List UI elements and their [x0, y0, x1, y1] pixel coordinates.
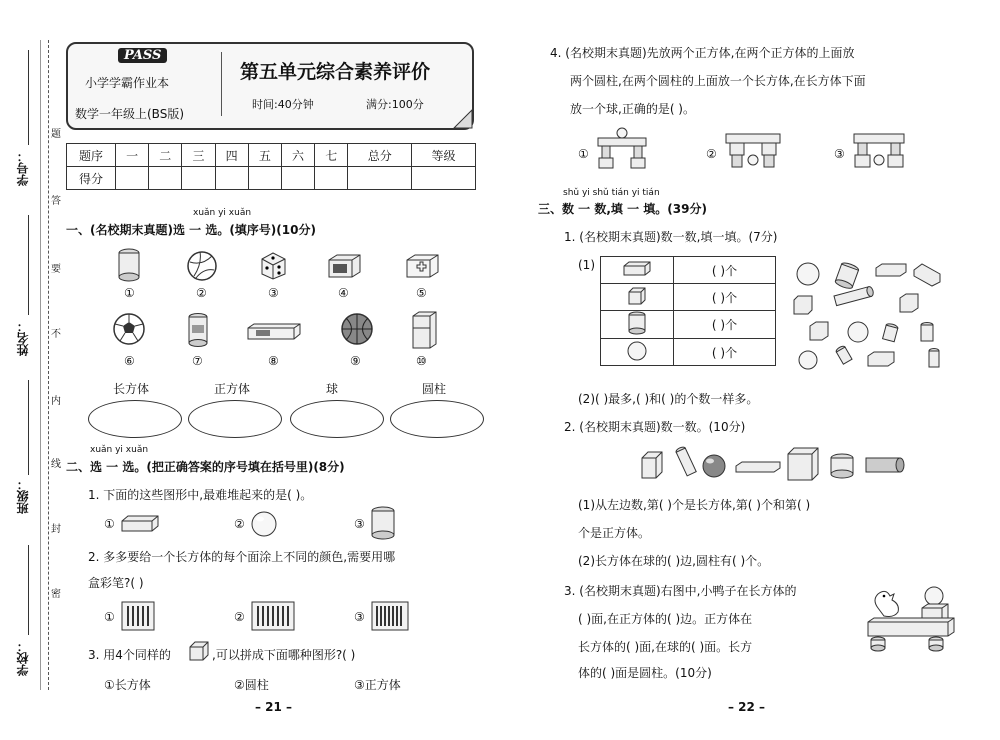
section1-title: 一、(名校期末真题)选 一 选。(填序号)(10分): [66, 223, 316, 237]
count-shape-cell: [601, 339, 674, 366]
duck-scene-icon: [864, 580, 960, 654]
item-number: ⑤: [416, 286, 427, 300]
count-shape-cell: [601, 257, 674, 284]
cube-icon: [627, 286, 647, 306]
exam-time: 时间:40分钟: [252, 98, 314, 111]
sphere-icon: [626, 340, 648, 362]
item-number: ③: [268, 286, 279, 300]
item-number: ⑧: [268, 354, 279, 368]
option-label[interactable]: ①: [578, 147, 589, 161]
score-cell: 五: [248, 144, 281, 167]
option-label[interactable]: ①长方体: [104, 678, 151, 692]
question-3-2-a: (1)从左边数,第( )个是长方体,第( )个和第( ): [578, 498, 811, 512]
question-4-line3: 放一个球,正确的是( )。: [570, 102, 695, 116]
question-3-2-b: 个是正方体。: [578, 526, 651, 540]
scattered-solids-icon: [790, 256, 950, 376]
count-answer-cell[interactable]: ( )个: [674, 311, 776, 339]
solids-row-icon: [638, 444, 908, 484]
count-row: [601, 339, 776, 366]
question-3-1-sub1: (1): [578, 258, 595, 272]
score-input[interactable]: [182, 167, 215, 190]
count-answer-cell[interactable]: ( )个: [674, 284, 776, 311]
stack-option-2-icon: [722, 130, 784, 170]
option-label[interactable]: ③: [354, 517, 365, 531]
crayon-box-icon: [370, 598, 410, 632]
count-shape-cell: [601, 311, 674, 339]
count-table: [600, 256, 776, 366]
cube-icon: [188, 640, 210, 662]
first-aid-box-icon: [404, 252, 440, 280]
cuboid-icon: [120, 514, 160, 534]
question-3-1-title: 1. (名校期末真题)数一数,填一填。(7分): [564, 230, 778, 244]
score-cell: 三: [182, 144, 215, 167]
option-label[interactable]: ②: [234, 517, 245, 531]
score-cell: 七: [315, 144, 348, 167]
count-row: [601, 284, 776, 311]
pass-logo: PASS: [118, 48, 167, 63]
score-input[interactable]: [315, 167, 348, 190]
cylinder-icon: [627, 311, 647, 335]
score-input[interactable]: [116, 167, 149, 190]
binding-char: 答: [51, 196, 61, 207]
microwave-icon: [326, 252, 362, 280]
count-answer-cell[interactable]: ( )个: [674, 257, 776, 284]
question-3-2-title: 2. (名校期末真题)数一数。(10分): [564, 420, 746, 434]
score-cell: 二: [149, 144, 182, 167]
answer-ellipse-cube[interactable]: [188, 400, 282, 438]
crayon-box-icon: [120, 598, 156, 632]
option-label[interactable]: ①: [104, 610, 115, 624]
score-cell: 四: [215, 144, 248, 167]
score-cell: 等级: [412, 144, 476, 167]
question-3-3-line4: 体的( )面是圆柱。(10分): [578, 666, 712, 680]
student-id-field[interactable]: [28, 50, 29, 145]
crayon-box-icon: [250, 598, 296, 632]
school-label: 学校：: [16, 640, 30, 676]
score-cell: 总分: [348, 144, 412, 167]
item-number: ⑨: [350, 354, 361, 368]
page-title: 第五单元综合素养评价: [240, 61, 431, 83]
basketball-icon: [340, 312, 374, 346]
option-label[interactable]: ②: [706, 147, 717, 161]
count-row: [601, 311, 776, 339]
score-input[interactable]: [348, 167, 412, 190]
score-cell: 六: [281, 144, 314, 167]
series-name: 小学学霸作业本: [85, 76, 170, 90]
section2-pinyin: xuǎn yi xuǎn: [90, 445, 149, 455]
name-label: 姓名：: [16, 320, 30, 356]
item-number: ④: [338, 286, 349, 300]
option-label[interactable]: ③: [834, 147, 845, 161]
score-table-score-row: [67, 167, 476, 190]
header-divider: [221, 52, 222, 116]
stack-option-3-icon: [850, 130, 908, 170]
cuboid-icon: [622, 260, 652, 278]
volleyball-icon: [186, 250, 218, 282]
page-number-right: – 22 –: [728, 700, 766, 714]
answer-ellipse-sphere[interactable]: [290, 400, 384, 438]
count-answer-cell[interactable]: ( )个: [674, 339, 776, 366]
item-number: ⑩: [416, 354, 427, 368]
item-number: ⑦: [192, 354, 203, 368]
score-input[interactable]: [149, 167, 182, 190]
category-label-cuboid: 长方体: [113, 382, 150, 396]
refrigerator-icon: [410, 310, 438, 350]
binding-char: 内: [51, 396, 61, 407]
option-label[interactable]: ③正方体: [354, 678, 401, 692]
answer-ellipse-cuboid[interactable]: [88, 400, 182, 438]
question-2-1: 1. 下面的这些图形中,最难堆起来的是( )。: [88, 488, 313, 502]
item-number: ②: [196, 286, 207, 300]
page-number-left: – 21 –: [255, 700, 293, 714]
class-label: 班级：: [16, 478, 30, 514]
name-field[interactable]: [28, 215, 29, 315]
question-3-3-line3: 长方体的( )面,在球的( )面。长方: [578, 640, 753, 654]
soccer-ball-icon: [112, 312, 146, 346]
binding-char: 题: [51, 129, 61, 140]
question-3-2-c: (2)长方体在球的( )边,圆柱有( )个。: [578, 554, 770, 568]
binding-line: [48, 40, 49, 690]
question-2-3-pre: 3. 用4个同样的: [88, 648, 171, 662]
count-shape-cell: [601, 284, 674, 311]
page-curl-icon: [452, 108, 474, 130]
section2-title: 二、选 一 选。(把正确答案的序号填在括号里)(8分): [66, 460, 345, 474]
option-label[interactable]: ②: [234, 610, 245, 624]
score-input[interactable]: [248, 167, 281, 190]
question-2-2-line1: 2. 多多要给一个长方体的每个面涂上不同的颜色,需要用哪: [88, 550, 396, 564]
question-3-1-sub2: (2)( )最多,( )和( )的个数一样多。: [578, 392, 759, 406]
item-number: ⑥: [124, 354, 135, 368]
score-table-header-row: [67, 144, 476, 167]
school-field[interactable]: [28, 545, 29, 635]
binding-char: 要: [51, 264, 61, 275]
score-cell: 题序: [67, 144, 116, 167]
section1-pinyin: xuǎn yi xuǎn: [193, 208, 252, 218]
category-label-cylinder: 圆柱: [422, 382, 447, 396]
section3-pinyin: shǔ yi shǔ tián yi tián: [563, 188, 660, 198]
toothpaste-box-icon: [246, 322, 302, 342]
score-input[interactable]: [412, 167, 476, 190]
section3-title: 三、数 一 数,填 一 填。(39分): [538, 202, 707, 216]
option-label[interactable]: ①: [104, 517, 115, 531]
dice-icon: [258, 250, 288, 280]
score-input[interactable]: [215, 167, 248, 190]
category-label-sphere: 球: [326, 382, 339, 396]
option-label[interactable]: ③: [354, 610, 365, 624]
question-2-3-post: ,可以拼成下面哪种图形?( ): [212, 648, 356, 662]
student-id-label: 学号：: [16, 150, 30, 186]
binding-char: 不: [51, 329, 61, 340]
question-3-3-line2: ( )面,在正方体的( )边。正方体在: [578, 612, 753, 626]
binding-char: 密: [51, 589, 61, 600]
drink-can-icon: [186, 312, 210, 348]
score-cell: 一: [116, 144, 149, 167]
full-score: 满分:100分: [366, 98, 424, 111]
score-cell: 得分: [67, 167, 116, 190]
class-field[interactable]: [28, 380, 29, 475]
option-label[interactable]: ②圆柱: [234, 678, 269, 692]
question-2-2-line2: 盒彩笔?( ): [88, 576, 144, 590]
stack-option-1-icon: [594, 126, 650, 170]
category-label-cube: 正方体: [214, 382, 251, 396]
score-input[interactable]: [281, 167, 314, 190]
count-row: [601, 257, 776, 284]
binding-char: 线: [51, 459, 61, 470]
question-4-line2: 两个圆柱,在两个圆柱的上面放一个长方体,在长方体下面: [570, 74, 866, 88]
score-table: [66, 143, 476, 190]
grade-label: 数学一年级上(BS版): [75, 107, 185, 121]
binding-line-2: [40, 40, 41, 690]
question-3-3-line1: 3. (名校期末真题)右图中,小鸭子在长方体的: [564, 584, 797, 598]
answer-ellipse-cylinder[interactable]: [390, 400, 484, 438]
item-number: ①: [124, 286, 135, 300]
question-4-line1: 4. (名校期末真题)先放两个正方体,在两个正方体的上面放: [550, 46, 855, 60]
cylinder-icon: [370, 506, 396, 540]
cylinder-can-icon: [116, 248, 142, 282]
sphere-icon: [250, 510, 278, 538]
binding-char: 封: [51, 524, 61, 535]
